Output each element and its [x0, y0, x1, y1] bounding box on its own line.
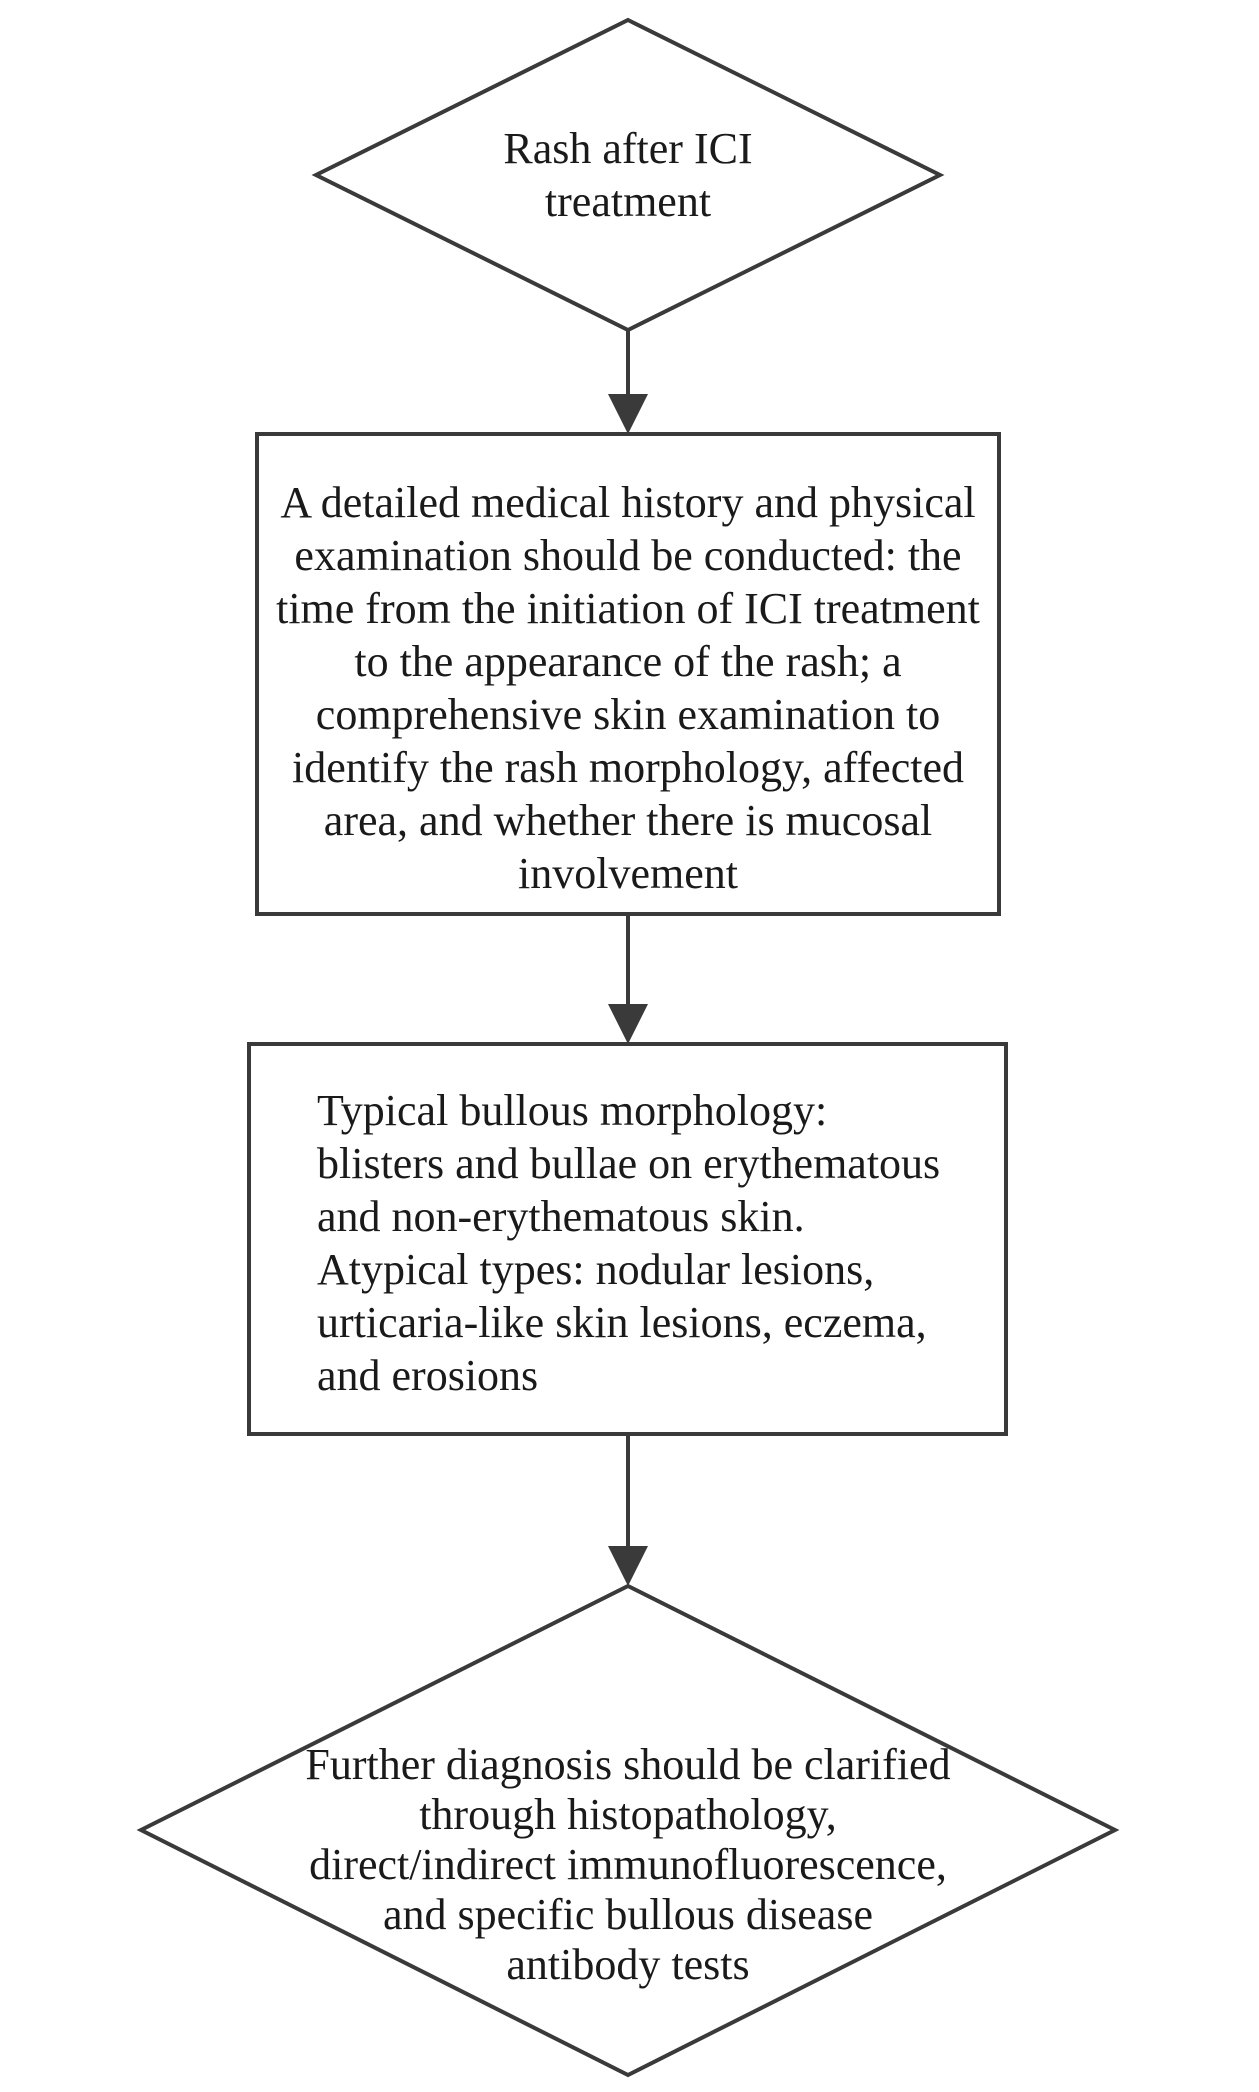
start-node-text: Rash after ICI treatment — [503, 124, 753, 226]
history-node-text: A detailed medical history and physical examination should be conducted: the time from the initiation of ICI treatment to the appearance of the rash; a comprehensive skin examination to identify the rash morphology, affected area, and whether there is mucosal involvement — [276, 478, 980, 898]
morphology-node-text: Typical bullous morphology: blisters and bullae on erythematous and non-erythematous skin. Atypical types: nodular lesions, urticaria-like skin lesions, eczema, and erosions — [317, 1086, 941, 1400]
diagnosis-node-text: Further diagnosis should be clarified through histopathology, direct/indirect immunofluorescence, and specific bullous disease antibody tests — [305, 1740, 951, 1989]
